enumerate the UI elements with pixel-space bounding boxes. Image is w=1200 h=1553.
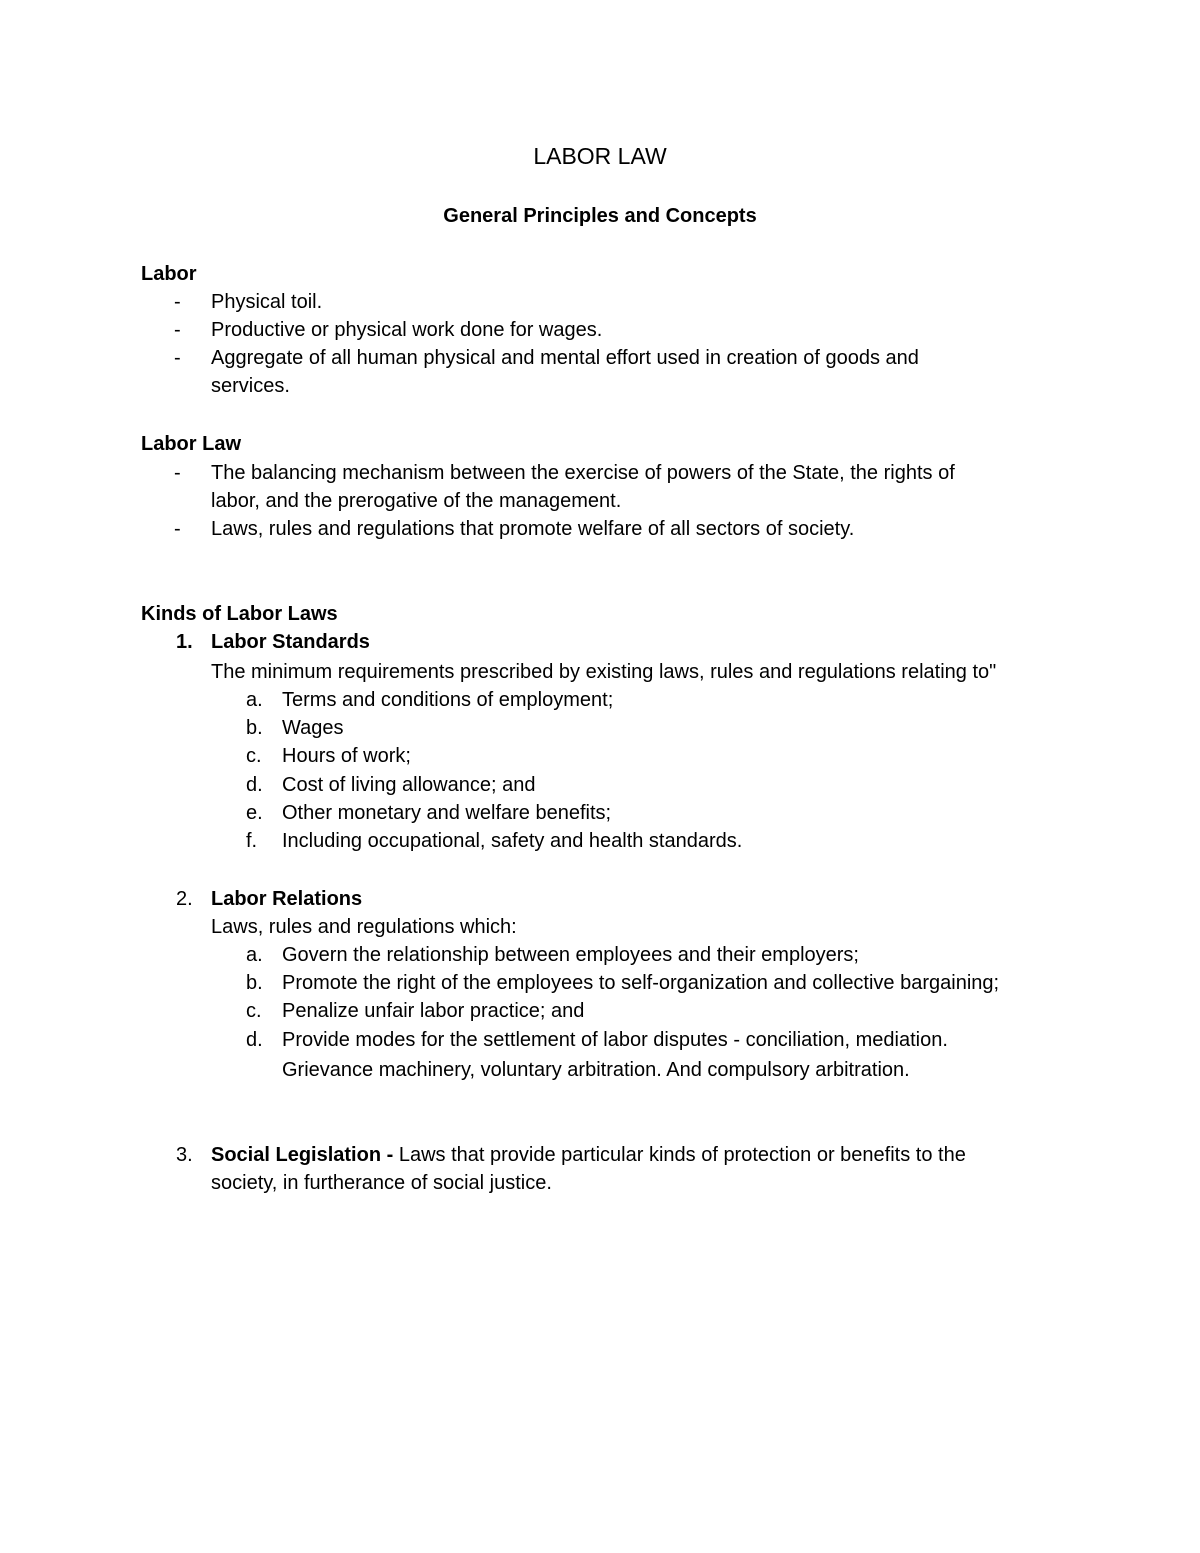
section-heading-kinds: Kinds of Labor Laws — [141, 603, 338, 625]
labor-relations-item-d-continued: Grievance machinery, voluntary arbitration. And compulsory arbitration. — [282, 1059, 910, 1081]
labor-standards-item-a: Terms and conditions of employment; — [282, 689, 614, 711]
labor-law-bullet-2: Laws, rules and regulations that promote welfare of all sectors of society. — [211, 518, 855, 540]
list-letter: a. — [246, 689, 263, 711]
labor-law-bullet-1-continued: labor, and the prerogative of the management. — [211, 490, 622, 512]
list-number-2: 2. — [176, 888, 193, 910]
labor-standards-item-f: Including occupational, safety and health standards. — [282, 830, 743, 852]
labor-relations-item-a: Govern the relationship between employees and their employers; — [282, 944, 859, 966]
list-letter: e. — [246, 802, 263, 824]
labor-relations-item-c: Penalize unfair labor practice; and — [282, 1000, 585, 1022]
list-letter: b. — [246, 972, 263, 994]
bullet-marker: - — [174, 518, 181, 540]
section-heading-labor: Labor — [141, 263, 197, 285]
labor-standards-item-b: Wages — [282, 717, 344, 739]
list-letter: c. — [246, 1000, 262, 1022]
labor-standards-intro: The minimum requirements prescribed by existing laws, rules and regulations relating to" — [211, 661, 997, 683]
bullet-marker: - — [174, 462, 181, 484]
social-legislation-text: Laws that provide particular kinds of protection or benefits to the — [398, 1144, 966, 1166]
list-letter: d. — [246, 1029, 263, 1051]
labor-standards-title: Labor Standards — [211, 631, 370, 653]
document-title: LABOR LAW — [533, 143, 667, 169]
labor-standards-item-c: Hours of work; — [282, 745, 411, 767]
list-letter: d. — [246, 774, 263, 796]
bullet-marker: - — [174, 347, 181, 369]
labor-standards-item-d: Cost of living allowance; and — [282, 774, 536, 796]
labor-relations-item-b: Promote the right of the employees to self-organization and collective bargaining; — [282, 972, 1000, 994]
list-letter: c. — [246, 745, 262, 767]
labor-relations-title: Labor Relations — [211, 888, 363, 910]
document-subtitle: General Principles and Concepts — [443, 205, 757, 227]
bullet-marker: - — [174, 291, 181, 313]
labor-standards-item-e: Other monetary and welfare benefits; — [282, 802, 612, 824]
list-number-1: 1. — [176, 631, 193, 653]
labor-relations-item-d: Provide modes for the settlement of labor disputes - conciliation, mediation. — [282, 1029, 948, 1051]
labor-bullet-2: Productive or physical work done for wages. — [211, 319, 603, 341]
list-number-3: 3. — [176, 1144, 193, 1166]
list-letter: a. — [246, 944, 263, 966]
list-letter: b. — [246, 717, 263, 739]
bullet-marker: - — [174, 319, 181, 341]
labor-bullet-3: Aggregate of all human physical and mental effort used in creation of goods and — [211, 347, 919, 369]
labor-law-bullet-1: The balancing mechanism between the exercise of powers of the State, the rights of — [211, 462, 955, 484]
social-legislation-line — [211, 1141, 966, 1169]
list-letter: f. — [246, 830, 258, 852]
social-legislation-title: Social Legislation - — [211, 1144, 394, 1166]
labor-bullet-1: Physical toil. — [211, 291, 323, 313]
labor-relations-intro: Laws, rules and regulations which: — [211, 916, 517, 938]
section-heading-labor-law: Labor Law — [141, 433, 242, 455]
labor-bullet-3-continued: services. — [211, 375, 290, 397]
social-legislation-continued: society, in furtherance of social justice. — [211, 1172, 552, 1194]
